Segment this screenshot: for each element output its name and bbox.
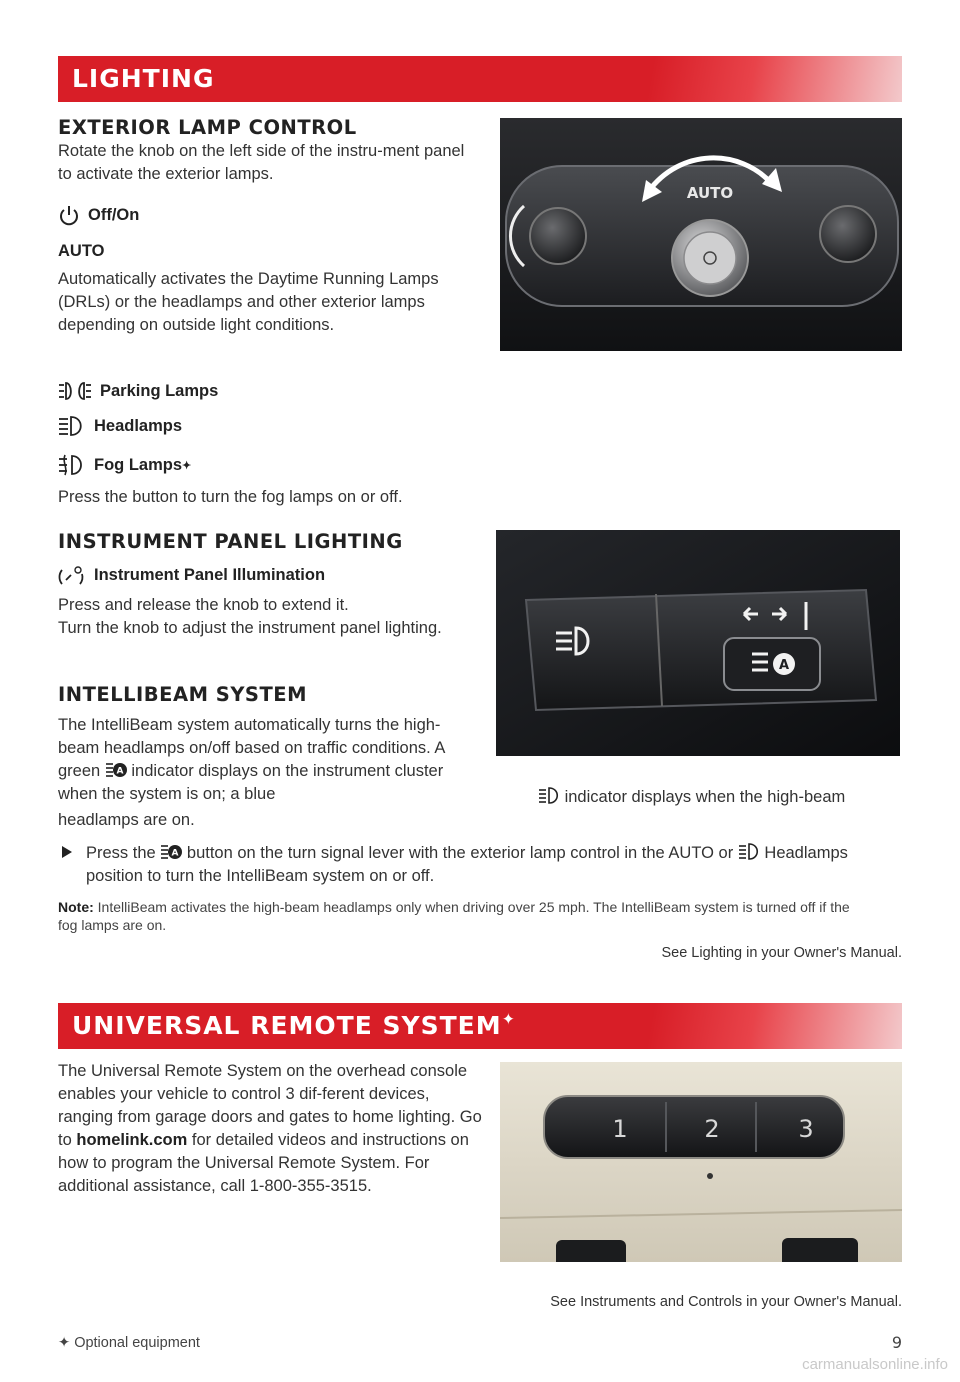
off-on-text: Off/On	[88, 205, 140, 224]
bullet-intellibeam-icon	[160, 843, 182, 860]
bullet-text-c: Headlamps position to turn the IntelliBeam system on or off.	[86, 844, 848, 885]
headlamps-text: Headlamps	[94, 416, 183, 435]
instrument-illumination-icon	[58, 564, 86, 586]
intellibeam-text-a: The IntelliBeam system automatically turns the high-beam headlamps on/off based on traffic conditions. A green	[58, 716, 445, 780]
panel-line-2: Turn the knob to adjust the instrument panel lighting.	[58, 619, 442, 637]
fog-lamps-text: Fog Lamps	[94, 455, 183, 474]
intellibeam-note	[58, 898, 858, 934]
turn-signal-lever-photo	[496, 530, 900, 756]
remote-banner-title: UNIVERSAL REMOTE SYSTEM	[72, 1011, 502, 1040]
optional-equipment-note	[58, 1335, 200, 1351]
remote-text-b: for detailed videos and instructions on how to program the Universal Remote System. For additional assistance, call 1-800-355-3515.	[58, 1131, 469, 1195]
remote-text-a: The Universal Remote System on the overhead console enables your vehicle to control 3 dif-ferent devices, ranging from garage doors and gates to home lighting. Go to	[58, 1062, 482, 1149]
remote-button-3: 3	[798, 1115, 814, 1143]
fog-lamps-label	[58, 454, 191, 476]
intellibeam-auto-icon	[105, 761, 127, 778]
auto-description: Automatically activates the Daytime Running Lamps (DRLs) or the headlamps and other exterior lamps depending on outside light conditions.	[58, 270, 439, 334]
power-icon	[58, 204, 80, 226]
homelink-link[interactable]: homelink.com	[76, 1131, 188, 1149]
intellibeam-bullet	[86, 842, 886, 888]
remote-button-2: 2	[704, 1115, 720, 1143]
intellibeam-paragraph-cont	[58, 786, 898, 832]
lighting-banner-title: LIGHTING	[72, 64, 215, 93]
headlamps-label	[58, 415, 182, 437]
intellibeam-heading: INTELLIBEAM SYSTEM	[58, 683, 308, 706]
note-label: Note:	[58, 899, 94, 915]
bullet-arrow-icon	[62, 846, 72, 858]
fog-lamps-icon	[58, 454, 86, 476]
svg-text:A: A	[171, 848, 179, 859]
footer-optional-text: Optional equipment	[74, 1335, 200, 1351]
instrument-panel-heading: INSTRUMENT PANEL LIGHTING	[58, 530, 403, 553]
note-text: IntelliBeam activates the high-beam headlamps only when driving over 25 mph. The IntelliBeam system is turned off if the fog lamps are on.	[58, 899, 850, 933]
lighting-banner	[58, 56, 902, 102]
exterior-lamp-heading: EXTERIOR LAMP CONTROL	[58, 116, 357, 139]
watermark: carmanualsonline.info	[802, 1356, 948, 1373]
remote-button-1: 1	[612, 1115, 628, 1143]
photo-auto-label: AUTO	[686, 184, 734, 202]
optional-mark: ✦	[182, 459, 192, 472]
panel-line-1: Press and release the knob to extend it.	[58, 596, 349, 614]
intellibeam-text-c: indicator displays when the high-beam headlamps are on.	[58, 788, 846, 829]
off-on-label	[58, 204, 139, 226]
parking-lamps-text: Parking Lamps	[100, 381, 219, 400]
headlamps-icon	[58, 415, 86, 437]
remote-manual-ref: See Instruments and Controls in your Owner's Manual.	[550, 1294, 902, 1310]
remote-description	[58, 1060, 482, 1198]
bullet-text-a: Press the	[86, 844, 156, 862]
bullet-headlamps-icon	[738, 843, 760, 860]
remote-optional-mark: ✦	[501, 1009, 517, 1029]
instrument-illumination-label	[58, 564, 325, 586]
bullet-text-b: button on the turn signal lever with the exterior lamp control in the AUTO or	[186, 844, 734, 862]
high-beam-icon	[538, 787, 560, 804]
svg-text:A: A	[778, 658, 790, 673]
footer-optional-mark: ✦	[58, 1335, 71, 1351]
intellibeam-text-b: indicator displays on the instrument cluster when the system is on; a blue	[58, 762, 444, 803]
remote-banner	[58, 1003, 902, 1049]
fog-lamps-description: Press the button to turn the fog lamps on or off.	[58, 488, 403, 506]
parking-lamps-label	[58, 380, 218, 402]
svg-text:A: A	[116, 766, 124, 777]
instrument-illumination-text: Instrument Panel Illumination	[94, 565, 326, 584]
auto-label: AUTO	[58, 242, 105, 260]
parking-lamps-icon	[58, 380, 92, 402]
lighting-manual-ref: See Lighting in your Owner's Manual.	[661, 945, 902, 961]
exterior-lamp-control-photo	[500, 118, 902, 351]
overhead-console-photo	[500, 1062, 902, 1262]
exterior-intro: Rotate the knob on the left side of the instru-ment panel to activate the exterior lamps.	[58, 142, 465, 183]
page-number: 9	[891, 1333, 902, 1352]
